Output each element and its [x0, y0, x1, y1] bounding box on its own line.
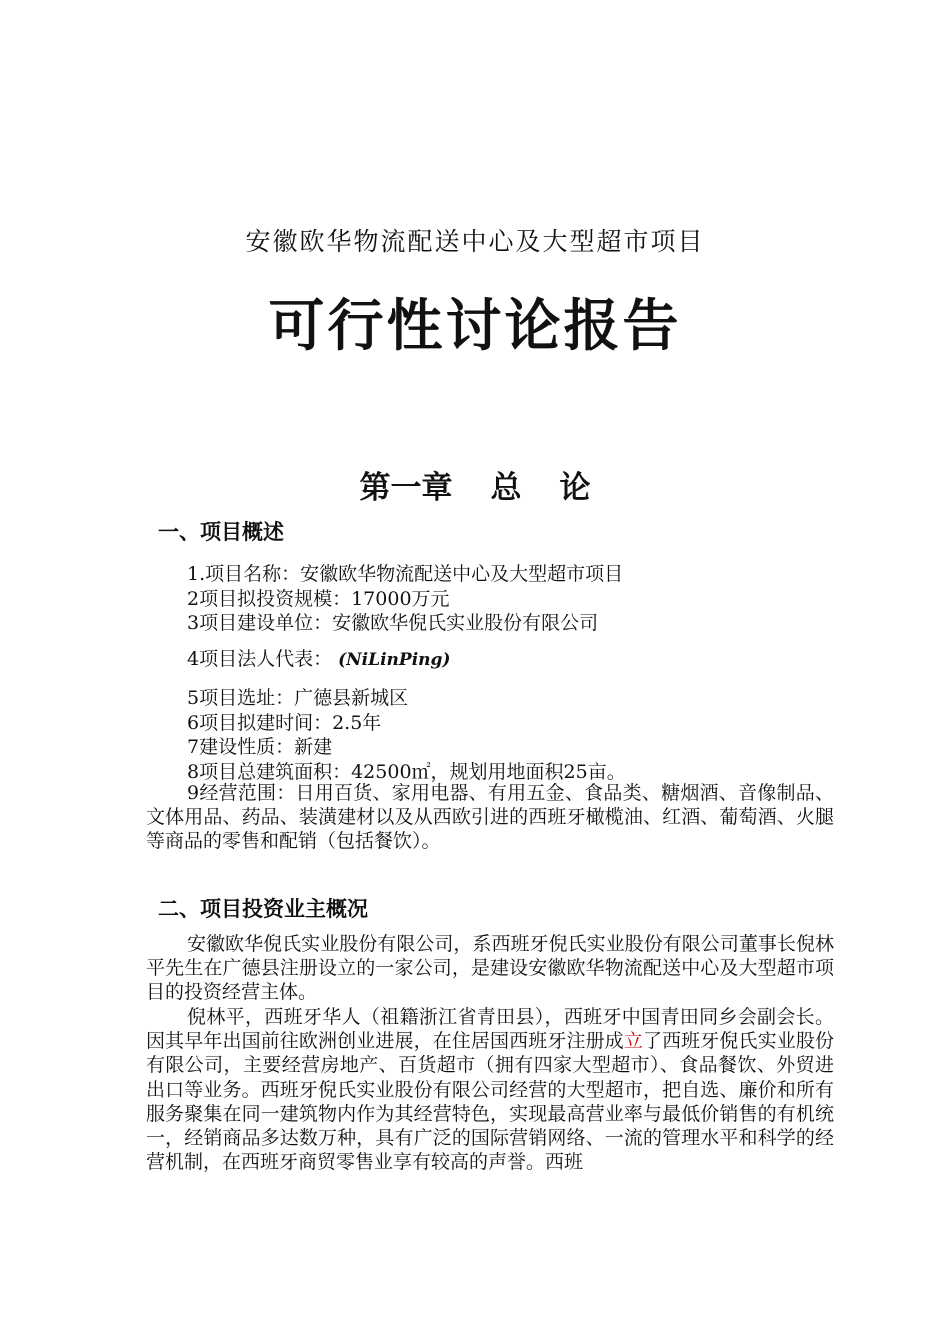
overview-item-build-time: 6项目拟建时间：2.5年	[187, 712, 382, 734]
chapter-heading	[0, 462, 950, 507]
legal-rep-label: 4项目法人代表：	[187, 648, 333, 670]
section-heading-overview: 一、项目概述	[158, 520, 284, 544]
chapter-number: 第一章	[359, 470, 453, 506]
overview-item-nature: 7建设性质：新建	[187, 736, 333, 758]
overview-item-scope: 9经营范围：日用百货、家用电器、有用五金、食品类、糖烟酒、音像制品、文体用品、药品、装潢建材以及从西欧引进的西班牙橄榄油、红酒、葡萄酒、火腿等商品的零售和配销（包括餐饮）。	[146, 782, 834, 853]
document-title: 可行性讨论报告	[268, 294, 682, 359]
chapter-title-char-1: 总	[490, 470, 522, 506]
overview-item-builder: 3项目建设单位：安徽欧华倪氏实业股份有限公司	[187, 612, 599, 634]
overview-item-area: 8项目总建筑面积：42500㎡，规划用地面积25亩。	[187, 761, 626, 783]
overview-item-project-name: 1.项目名称：安徽欧华物流配送中心及大型超市项目	[187, 563, 624, 585]
overview-item-legal-rep	[187, 644, 450, 671]
section-heading-investor: 二、项目投资业主概况	[158, 897, 368, 921]
investor-paragraph-2-text: 倪林平，西班牙华人（祖籍浙江省青田县），西班牙中国青田同乡会副会长。因其早年出国前往欧洲创业进展，在住居国西班牙注册成	[146, 1006, 834, 1053]
investor-paragraph-1: 安徽欧华倪氏实业股份有限公司，系西班牙倪氏实业股份有限公司董事长倪林平先生在广德县注册设立的一家公司，是建设安徽欧华物流配送中心及大型超市项目的投资经营主体。	[146, 933, 834, 1004]
investor-paragraph-2-continued: 了西班牙倪氏实业股份有限公司，主要经营房地产、百货超市（拥有四家大型超市）、食品餐饮、外贸进出口等业务。西班牙倪氏实业股份有限公司经营的大型超市，把自选、廉价和所有服务聚集在同一建筑物内作为其经营特色，实现最高营业率与最低价销售的有机统一，经销商品多达数万种，具有广泛的国际营销网络、一流的管理水平和科学的经营机制，在西班牙商贸零售业享有较高的声誉。西班	[146, 1030, 834, 1174]
overview-item-investment: 2项目拟投资规模：17000万元	[187, 588, 450, 610]
investor-paragraph-2	[146, 1005, 834, 1174]
chapter-title-char-2: 论	[559, 470, 591, 506]
overview-item-site: 5项目选址：广德县新城区	[187, 687, 409, 709]
legal-rep-signature: (NiLinPing)	[338, 650, 451, 670]
highlighted-character: 立	[623, 1030, 643, 1053]
document-subtitle: 安徽欧华物流配送中心及大型超市项目	[245, 227, 705, 256]
